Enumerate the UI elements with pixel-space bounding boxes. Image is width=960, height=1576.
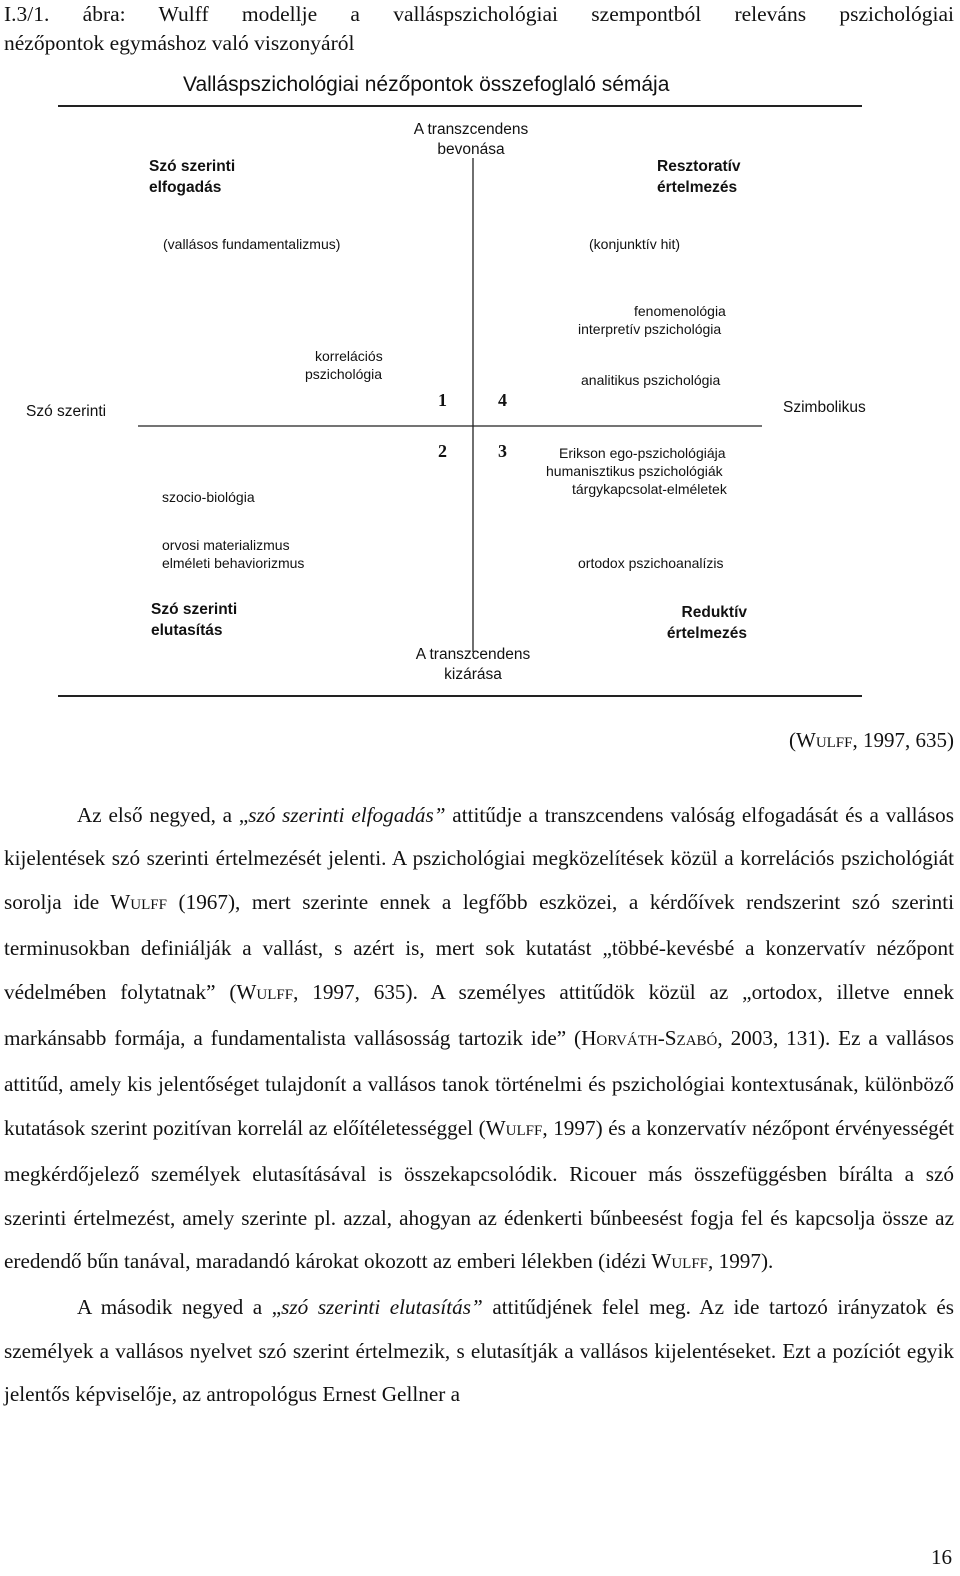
quadrant-number-2: 2: [438, 441, 447, 461]
corner-literal-disaffirmation: Szó szerinti elutasítás: [151, 601, 238, 639]
label-analytical-psychology: analitikus pszichológia: [581, 372, 721, 388]
quadrant-number-4: 4: [498, 390, 507, 410]
paragraph-1: Az első negyed, a „szó szerinti elfogadás” attitűdje a transzcendens valóság elfogadását és a vallásos kijelentések szó szerinti értelmezését jelenti. A pszichológiai megközelítések közül a korrelációs pszichológiát sorolja ide WULFF (1967), mert szerinte ennek a legfőbb eszközei, a kérdőívek rendszerint szó szerinti terminusokban definiálják a vallást, s azért is, mert sok kutatást „többé-kevésbé a konzervatív nézőpont védelmében folytatnak” (WULFF, 1997, 635). A személyes attitűdök közül az „ortodox, illetve ennek markánsabb formája, a fundamentalista vallásosság tartozik ide” (HORVÁTH-SZABÓ, 2003, 131). Ez a vallásos attitűd, amely kis jelentőséget tulajdonít a vallásos tanok történelmi és pszichológiai kontextusának, különböző kutatások szerint pozitívan korrelál az előítéletességgel (WULFF, 1997) és a konzervatív nézőpont érvényességét megkérdőjelező személyek elutasításával is összekapcsolódik. Ricouer más összefüggésben bírálta a szó szerinti értelmezést, amely szerinte pl. azzal, ahogyan az édenkerti bűnbeesést fogja fel és kapcsolja össze az eredendő bűn tanával, maradandó károkat okozott az emberi lélekben (idézi WULFF, 1997).: [4, 803, 954, 1274]
quadrant-number-1: 1: [438, 390, 447, 410]
diagram-title: Valláspszichológiai nézőpontok összefoglaló sémája: [183, 73, 670, 96]
left-axis-label: Szó szerinti: [26, 403, 107, 420]
label-orthodox-psychoanalysis: ortodox pszichoanalízis: [578, 555, 724, 571]
caption-line-2: nézőpontok egymáshoz való viszonyáról: [4, 31, 355, 55]
label-sociobiology: szocio-biológia: [162, 489, 255, 505]
corner-literal-affirmation: Szó szerinti elfogadás: [149, 158, 236, 196]
body-text: [4, 794, 954, 1417]
page-number: 16: [931, 1545, 952, 1569]
figure-caption: [4, 0, 954, 58]
label-correlational-psychology: korrelációs pszichológia: [305, 348, 383, 382]
paragraph-2: A második negyed a „szó szerinti elutasítás” attitűdjének felel meg. Az ide tartozó irányzatok és személyek a vallásos nyelvet szó szerint értelmezik, s elutasítják a vallásos kijelentéseket. Ezt a pozíciót egyik jelentős képviselője, az antropológus Ernest Gellner a: [4, 1295, 955, 1407]
caption-line-1: I.3/1. ábra: Wulff modellje a valláspszichológiai szempontból releváns pszichológiai: [4, 2, 954, 26]
label-medical-materialism: orvosi materializmus elméleti behaviorizmus: [162, 537, 305, 571]
corner-restorative-interpretation: Resztoratív értelmezés: [657, 158, 741, 196]
right-axis-label: Szimbolikus: [783, 399, 866, 416]
quadrant-number-3: 3: [498, 441, 507, 461]
label-erikson: Erikson ego-pszichológiája humanisztikus pszichológiák tárgykapcsolat-elméletek: [546, 445, 727, 497]
bottom-axis-label: A transzcendens kizárása: [415, 646, 531, 683]
label-phenomenology: fenomenológia interpretív pszichológia: [578, 303, 726, 337]
wulff-diagram: [0, 60, 960, 710]
label-conjunctive-faith: (konjunktív hit): [589, 236, 681, 252]
top-axis-label: A transzcendens bevonása: [413, 121, 529, 158]
figure-source: (WULFF, 1997, 635): [788, 728, 954, 752]
label-fundamentalism: (vallásos fundamentalizmus): [163, 236, 341, 252]
corner-reductive-interpretation: Reduktív értelmezés: [666, 604, 747, 642]
